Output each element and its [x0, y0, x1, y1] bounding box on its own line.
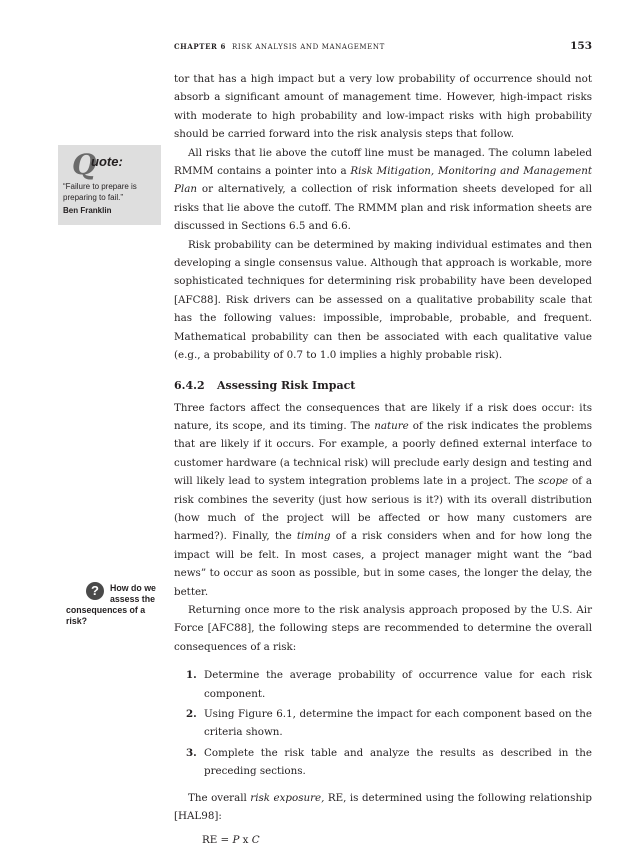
formula: RE = P x C: [202, 834, 260, 847]
list-item: 3. Complete the risk table and analyze the results as described in the preceding sections.: [186, 746, 592, 778]
chapter-title: RISK ANALYSIS AND MANAGEMENT: [231, 43, 385, 51]
question-sidebar: [66, 580, 161, 640]
page-number: 153: [570, 40, 592, 52]
list-item: 1. Determine the average probability of occurrence value for each risk component.: [186, 669, 592, 700]
paragraph: Risk probability can be determined by making individual estimates and then developing a single consensus value. Although that approach is workable, more sophisticated techniques for determining risk probability have been developed [AFC88]. Risk drivers can be assessed on a qualitative probability scale that has the following values: impossible, improbable, probable, and frequent. Mathematical probability can then be associated with each qualitative value (e.g., a probability of 0.7 to 1.0 implies a highly probable risk).: [174, 238, 592, 362]
section-heading: [174, 377, 592, 395]
section-number: 6.4.2: [174, 378, 205, 392]
paragraph: Three factors affect the consequences that are likely if a risk does occur: its nature, its scope, and its timing. The nature of the risk indicates the problems that are likely if it occurs. For example, a poorly defined external interface to customer hardware (a technical risk) will preclude early design and testing and will likely lead to system integration problems late in a project. The scope of a risk combines the severity (just how serious is it?) with its overall distribution (how much of the project will be affected or how many customers are harmed?). Finally, the timing of a risk considers when and for how long the impact will be felt. In most cases, a project manager might want the “bad news” to occur as soon as possible, but in some cases, the longer the delay, the better.: [174, 401, 593, 598]
chapter-label: CHAPTER 6 RISK ANALYSIS AND MANAGEMENT: [174, 42, 385, 51]
running-header: [174, 40, 592, 56]
quote-author: Ben Franklin: [63, 206, 112, 215]
paragraph: All risks that lie above the cutoff line must be managed. The column labeled RMMM contains a pointer into a Risk Mitigation, Monitoring and Management Plan or alternatively, a collection of risk information sheets developed for all risks that lie above the cutoff. The RMMM plan and risk information sheets are discussed in Sections 6.5 and 6.6.: [174, 146, 593, 233]
body-text: [174, 70, 592, 850]
quote-label: uote:: [91, 154, 123, 169]
paragraph: tor that has a high impact but a very low probability of occurrence should not absorb a significant amount of management time. However, high-impact risks with moderate to high probability and low-impact risks with high probability should be carried forward into the risk analysis steps that follow.: [174, 73, 592, 141]
quote-sidebar: [58, 145, 161, 225]
list-item: 2. Using Figure 6.1, determine the impact for each component based on the criteria shown.: [186, 708, 592, 739]
section-title: Assessing Risk Impact: [217, 378, 356, 392]
question-text: How do we assess the consequences of a risk?: [66, 583, 156, 626]
quote-icon: Q: [72, 148, 97, 181]
steps-list: [174, 666, 592, 780]
question-mark-icon: ?: [86, 582, 104, 600]
paragraph: Returning once more to the risk analysis approach proposed by the U.S. Air Force [AFC88], the following steps are recommended to determine the overall consequences of a risk:: [174, 603, 592, 653]
paragraph: The overall risk exposure, RE, is determined using the following relationship [HAL98]:: [174, 791, 592, 823]
quote-text: “Failure to prepare is preparing to fail.”: [63, 182, 137, 202]
